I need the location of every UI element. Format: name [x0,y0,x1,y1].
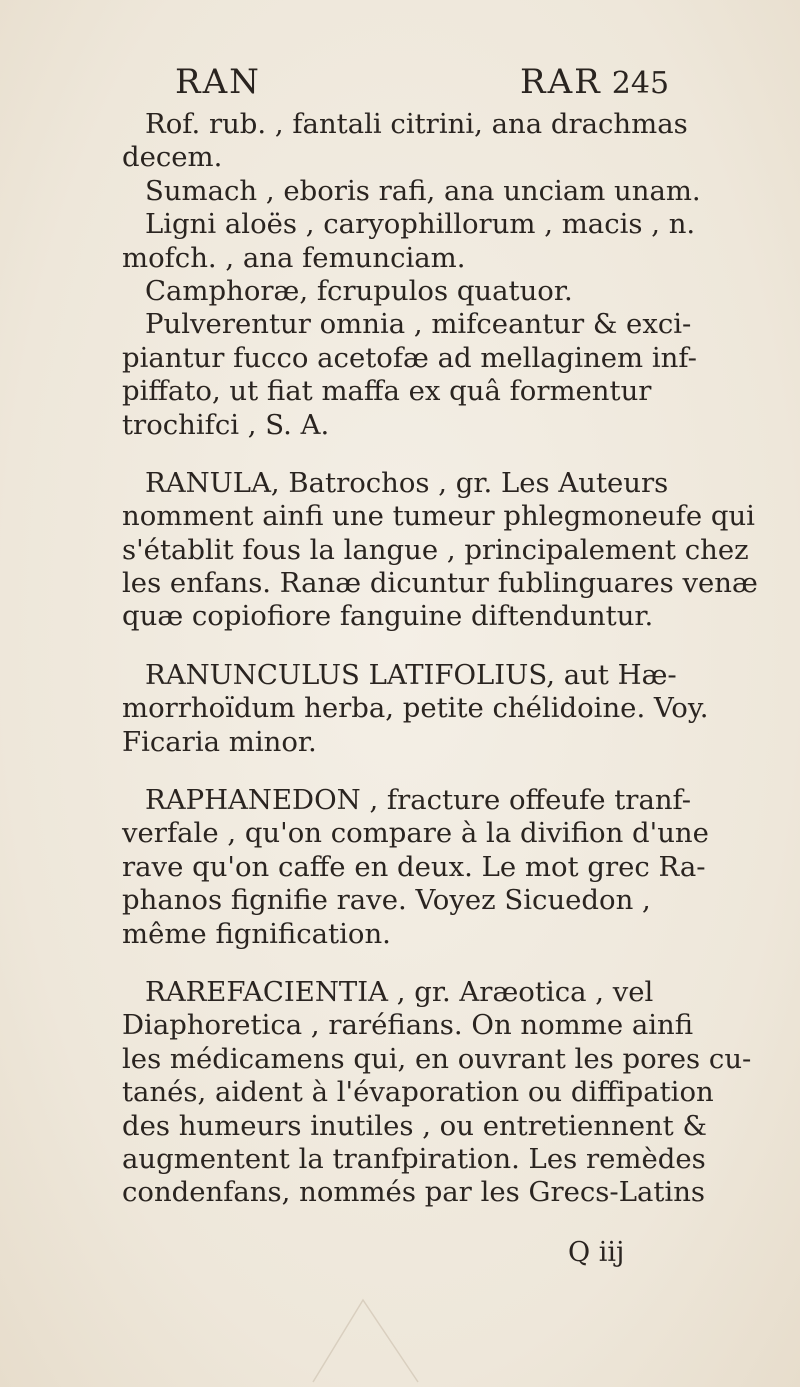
text-line: piffato, ut fiat maffa ex quâ formentur [122,375,652,408]
text-line: condenfans, nommés par les Grecs-Latins [122,1176,706,1209]
text-line: Diaphoretica , raréfians. On nomme ainfi [122,1009,694,1042]
running-header [175,62,735,106]
text-line: Sumach , eboris rafi, ana unciam unam. [145,174,701,207]
text-line: les médicamens qui, en ouvrant les pores cu- [122,1042,752,1075]
text-line: Pulverentur omnia , mifceantur & exci- [145,308,692,341]
text-line: tanés, aident à l'évaporation ou diffipation [122,1076,714,1109]
header-left: RAN [175,62,261,102]
page-number: 245 [611,66,670,101]
text-line: nomment ainfi une tumeur phlegmoneufe qui [122,500,755,533]
header-right [520,62,669,102]
paragraph-gap [122,759,762,784]
text-line: verfale , qu'on compare à la divifion d'une [122,817,709,850]
text-line: phanos fignifie rave. Voyez Sicuedon , [122,884,651,917]
paper-crease [308,1292,428,1387]
text-line: trochifci , S. A. [122,408,330,441]
text-line: piantur fucco acetofæ ad mellaginem inf- [122,341,697,374]
text-line: Ligni aloës , caryophillorum , macis , n. [145,208,696,241]
text-line: mofch. , ana femunciam. [122,241,466,274]
signature-mark: Q iij [568,1237,625,1268]
text-line: augmentent la tranfpiration. Les remèdes [122,1142,706,1175]
body-text [122,108,762,1210]
header-right-word: RAR [520,62,602,102]
text-line: rave qu'on caffe en deux. Le mot grec Ra- [122,850,706,883]
text-line: même fignification. [122,917,391,950]
text-line: RAPHANEDON , fracture offeufe tranf- [145,784,692,817]
text-line: RANULA, Batrochos , gr. Les Auteurs [145,466,669,499]
text-line: Rof. rub. , fantali citrini, ana drachmas [145,108,688,140]
text-line: Ficaria minor. [122,725,317,758]
paragraph-gap [122,442,762,467]
paragraph-gap [122,634,762,659]
text-line: RAREFACIENTIA , gr. Aræotica , vel [145,975,654,1008]
text-line: morrhoïdum herba, petite chélidoine. Voy. [122,692,709,725]
paragraph-gap [122,951,762,976]
text-line: RANUNCULUS LATIFOLIUS, aut Hæ- [145,658,677,691]
text-line: les enfans. Ranæ dicuntur fublinguares venæ [122,567,758,600]
text-line: des humeurs inutiles , ou entretiennent & [122,1109,707,1142]
text-line: Camphoræ, fcrupulos quatuor. [145,274,573,307]
text-line: decem. [122,141,223,174]
text-line: s'établit fous la langue , principalement chez [122,533,749,566]
text-line: quæ copiofiore fanguine diftenduntur. [122,600,654,633]
